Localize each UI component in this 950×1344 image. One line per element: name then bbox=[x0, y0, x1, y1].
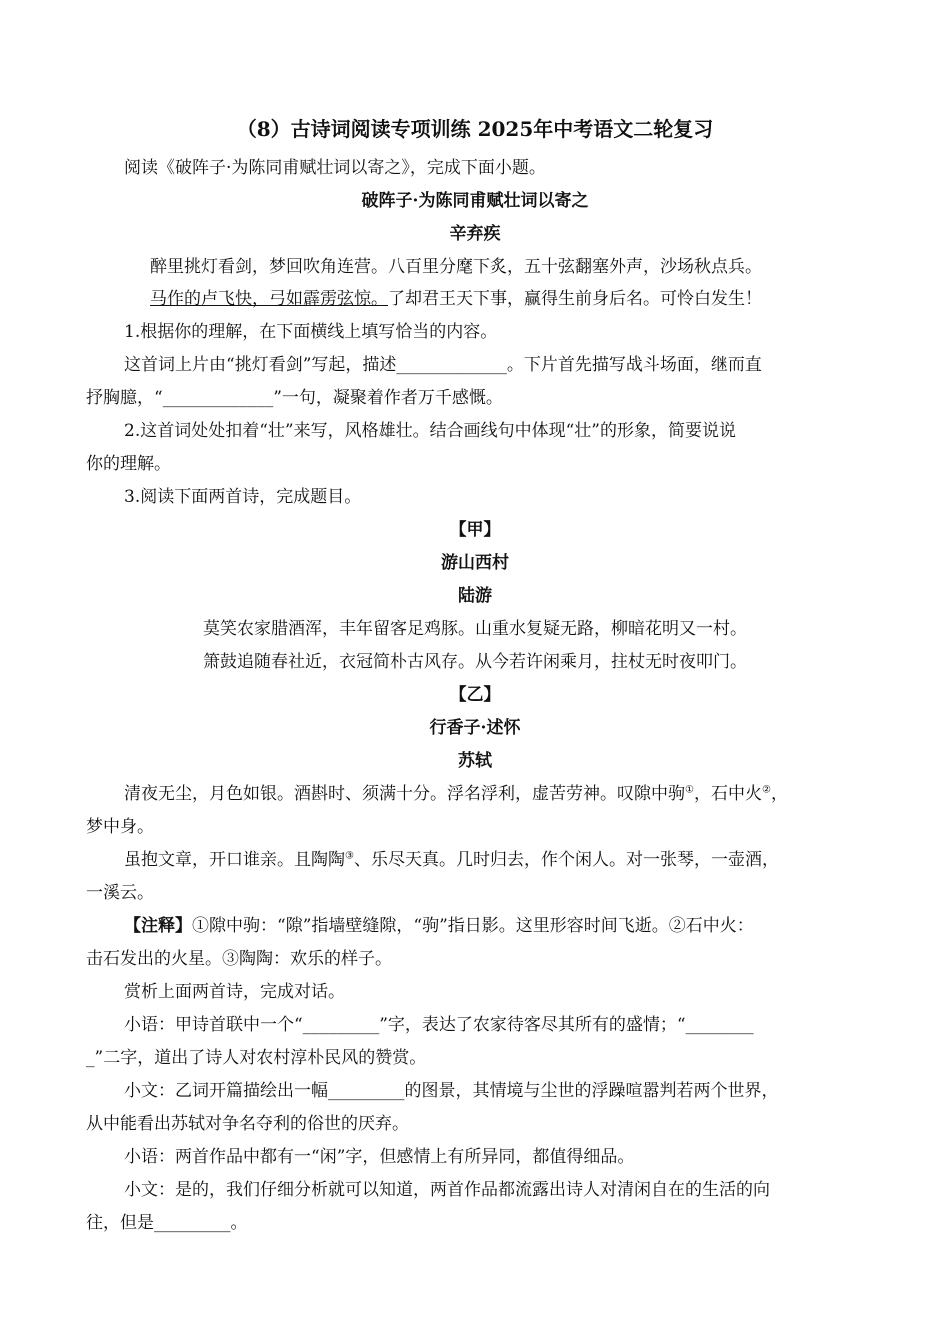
notes-label: 【注释】 bbox=[124, 916, 192, 936]
footnote-marker: ① bbox=[685, 784, 694, 796]
poem1-title: 破阵子·为陈同甫赋壮词以寄之 bbox=[361, 191, 589, 211]
poem-yi-author: 苏轼 bbox=[458, 751, 492, 771]
poem-yi-para1 bbox=[124, 782, 904, 806]
question-2-line2: 你的理解。 bbox=[86, 454, 171, 474]
poem1-underlined-line: 马作的卢飞快，弓如霹雳弦惊。 bbox=[150, 289, 388, 309]
notes-text: ①隙中驹：“隙”指墙壁缝隙，“驹”指日影。这里形容时间飞逝。②石中火： bbox=[192, 916, 754, 936]
question-1-fill-1: 这首词上片由“挑灯看剑”写起，描述_____________。下片首先描写战斗场面，继而直 bbox=[124, 355, 762, 375]
poem-yi-title: 行香子·述怀 bbox=[429, 718, 521, 738]
poem-yi-label: 【乙】 bbox=[449, 685, 501, 705]
poem-jia-line1: 莫笑农家腊酒浑，丰年留客足鸡豚。山重水复疑无路，柳暗花明又一村。 bbox=[203, 619, 747, 639]
question-3: 3.阅读下面两首诗，完成题目。 bbox=[124, 487, 362, 507]
poem-jia-label: 【甲】 bbox=[449, 520, 501, 540]
footnote-marker: ② bbox=[761, 784, 771, 796]
poem-jia-title: 游山西村 bbox=[441, 553, 509, 573]
dialog-line2: 小文：乙词开篇描绘出一幅_________的图景，其情境与尘世的浮躁喧嚣判若两个世界， bbox=[124, 1081, 779, 1101]
dialog-line1: 小语：甲诗首联中一个“_________”字，表达了农家待客尽其所有的盛情；“________ bbox=[124, 1015, 754, 1035]
notes-line2: 击石发出的火星。③陶陶：欢乐的样子。 bbox=[86, 949, 392, 969]
poem1-author: 辛弃疾 bbox=[449, 224, 501, 244]
intro-text: 阅读《破阵子·为陈同甫赋壮词以寄之》，完成下面小题。 bbox=[124, 158, 546, 178]
question-1: 1.根据你的理解，在下面横线上填写恰当的内容。 bbox=[124, 322, 498, 342]
poem-yi-text: 清夜无尘，月色如银。酒斟时、须满十分。浮名浮利，虚苦劳神。叹隙中驹 bbox=[124, 784, 685, 804]
notes-line1 bbox=[124, 914, 904, 938]
poem-yi-para2 bbox=[124, 848, 904, 872]
dialog-intro: 赏析上面两首诗，完成对话。 bbox=[124, 982, 345, 1002]
poem-yi-text: 、乐尽天真。几时归去，作个闲人。对一张琴，一壶酒， bbox=[353, 850, 779, 870]
dialog-line3: 小语：两首作品中都有一“闲”字，但感情上有所异同，都值得细品。 bbox=[124, 1147, 635, 1167]
poem-yi-text: ， bbox=[770, 784, 788, 804]
poem-yi-para1-cont: 梦中身。 bbox=[86, 817, 154, 837]
poem-jia-author: 陆游 bbox=[458, 586, 492, 606]
poem1-line2 bbox=[150, 287, 930, 311]
dialog-line1-cont: _”二字，道出了诗人对农村淳朴民风的赞赏。 bbox=[86, 1048, 427, 1068]
dialog-line2-cont: 从中能看出苏轼对争名夺利的俗世的厌弃。 bbox=[86, 1114, 409, 1134]
poem-yi-para2-cont: 一溪云。 bbox=[86, 883, 154, 903]
question-1-fill-2: 抒胸臆，“_____________”一句，凝聚着作者万千感慨。 bbox=[86, 388, 503, 408]
dialog-line4-cont: 往，但是_________。 bbox=[86, 1213, 248, 1233]
poem-jia-line2: 箫鼓追随春社近，衣冠简朴古风存。从今若许闲乘月，拄杖无时夜叩门。 bbox=[203, 652, 747, 672]
question-2-line1: 2.这首词处处扣着“壮”来写，风格雄壮。结合画线句中体现“壮”的形象，简要说说 bbox=[124, 421, 736, 441]
page-title: （8）古诗词阅读专项训练 2025年中考语文二轮复习 bbox=[236, 117, 714, 141]
dialog-line4: 小文：是的，我们仔细分析就可以知道，两首作品都流露出诗人对清闲自在的生活的向 bbox=[124, 1180, 770, 1200]
poem1-line2-rest: 了却君王天下事，赢得生前身后名。可怜白发生！ bbox=[388, 289, 762, 309]
poem-yi-text: ，石中火 bbox=[693, 784, 762, 804]
poem-yi-text: 虽抱文章，开口谁亲。且陶陶 bbox=[124, 850, 345, 870]
poem1-line1: 醉里挑灯看剑，梦回吹角连营。八百里分麾下炙，五十弦翻塞外声，沙场秋点兵。 bbox=[150, 257, 762, 277]
footnote-marker: ③ bbox=[345, 850, 354, 862]
